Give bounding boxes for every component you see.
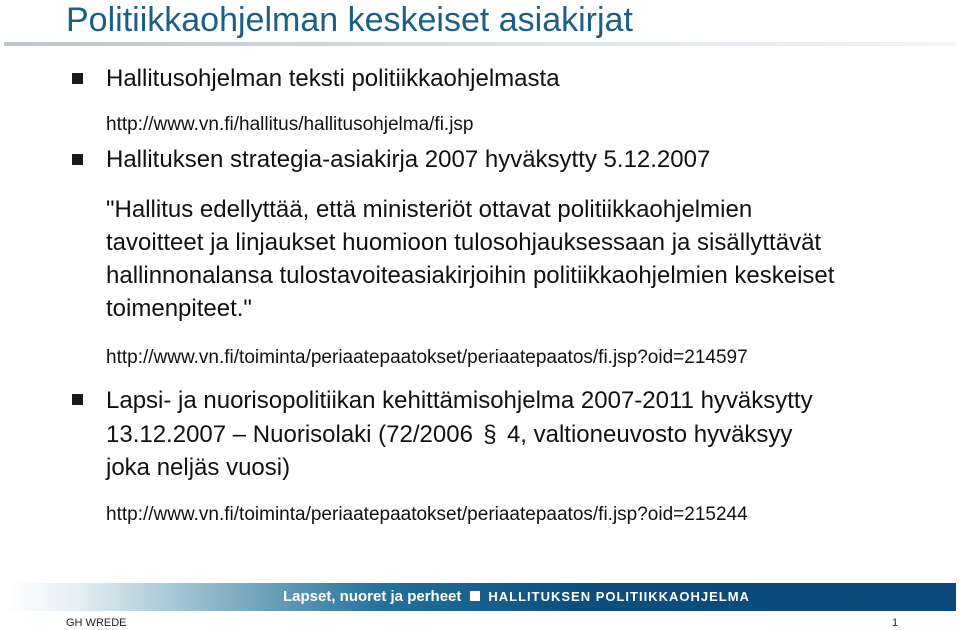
item-2-line-5: toimenpiteet." [106,295,252,322]
square-bullet-icon [72,394,83,405]
item-2-line-3: tavoitteet ja linjaukset huomioon tulosohjauksessaan ja sisällyttävät [106,229,822,256]
banner-text [283,583,750,611]
section-sign: § [483,421,497,448]
square-bullet-icon [72,73,83,84]
slide-title: Politiikkaohjelman keskeiset asiakirjat [66,1,633,39]
title-divider [4,42,956,46]
item-2-line-1: Hallituksen strategia-asiakirja 2007 hyväksytty 5.12.2007 [106,146,711,173]
banner-right-text: HALLITUKSEN POLITIIKKAOHJELMA [488,589,750,604]
footer-author: GH WREDE [66,617,127,629]
item-3-url[interactable]: http://www.vn.fi/toiminta/periaatepaatokset/periaatepaatos/fi.jsp?oid=215244 [106,504,748,525]
page-number: 1 [892,617,899,629]
item-1-url[interactable]: http://www.vn.fi/hallitus/hallitusohjelma/fi.jsp [106,114,474,135]
white-square-icon [470,591,480,601]
item-3-line-2 [106,420,792,450]
item-2-line-2: "Hallitus edellyttää, että ministeriöt ottavat politiikkaohjelmien [106,196,753,223]
item-3-line-1: Lapsi- ja nuorisopolitiikan kehittämisohjelma 2007-2011 hyväksytty [106,387,813,414]
banner-left-text: Lapset, nuoret ja perheet [283,588,462,605]
item-2-url[interactable]: http://www.vn.fi/toiminta/periaatepaatokset/periaatepaatos/fi.jsp?oid=214597 [106,347,748,368]
item-3-line-2-end: 4, valtioneuvosto hyväksyy [506,421,793,448]
item-3-line-2-start: 13.12.2007 – Nuorisolaki (72/2006 [106,421,473,448]
item-2-line-4: hallinnonalansa tulostavoiteasiakirjoihin politiikkaohjelmien keskeiset [106,262,835,289]
square-bullet-icon [72,154,83,165]
item-1-line-1: Hallitusohjelman teksti politiikkaohjelmasta [106,65,560,92]
program-banner [4,583,956,611]
item-3-line-3: joka neljäs vuosi) [106,454,291,481]
